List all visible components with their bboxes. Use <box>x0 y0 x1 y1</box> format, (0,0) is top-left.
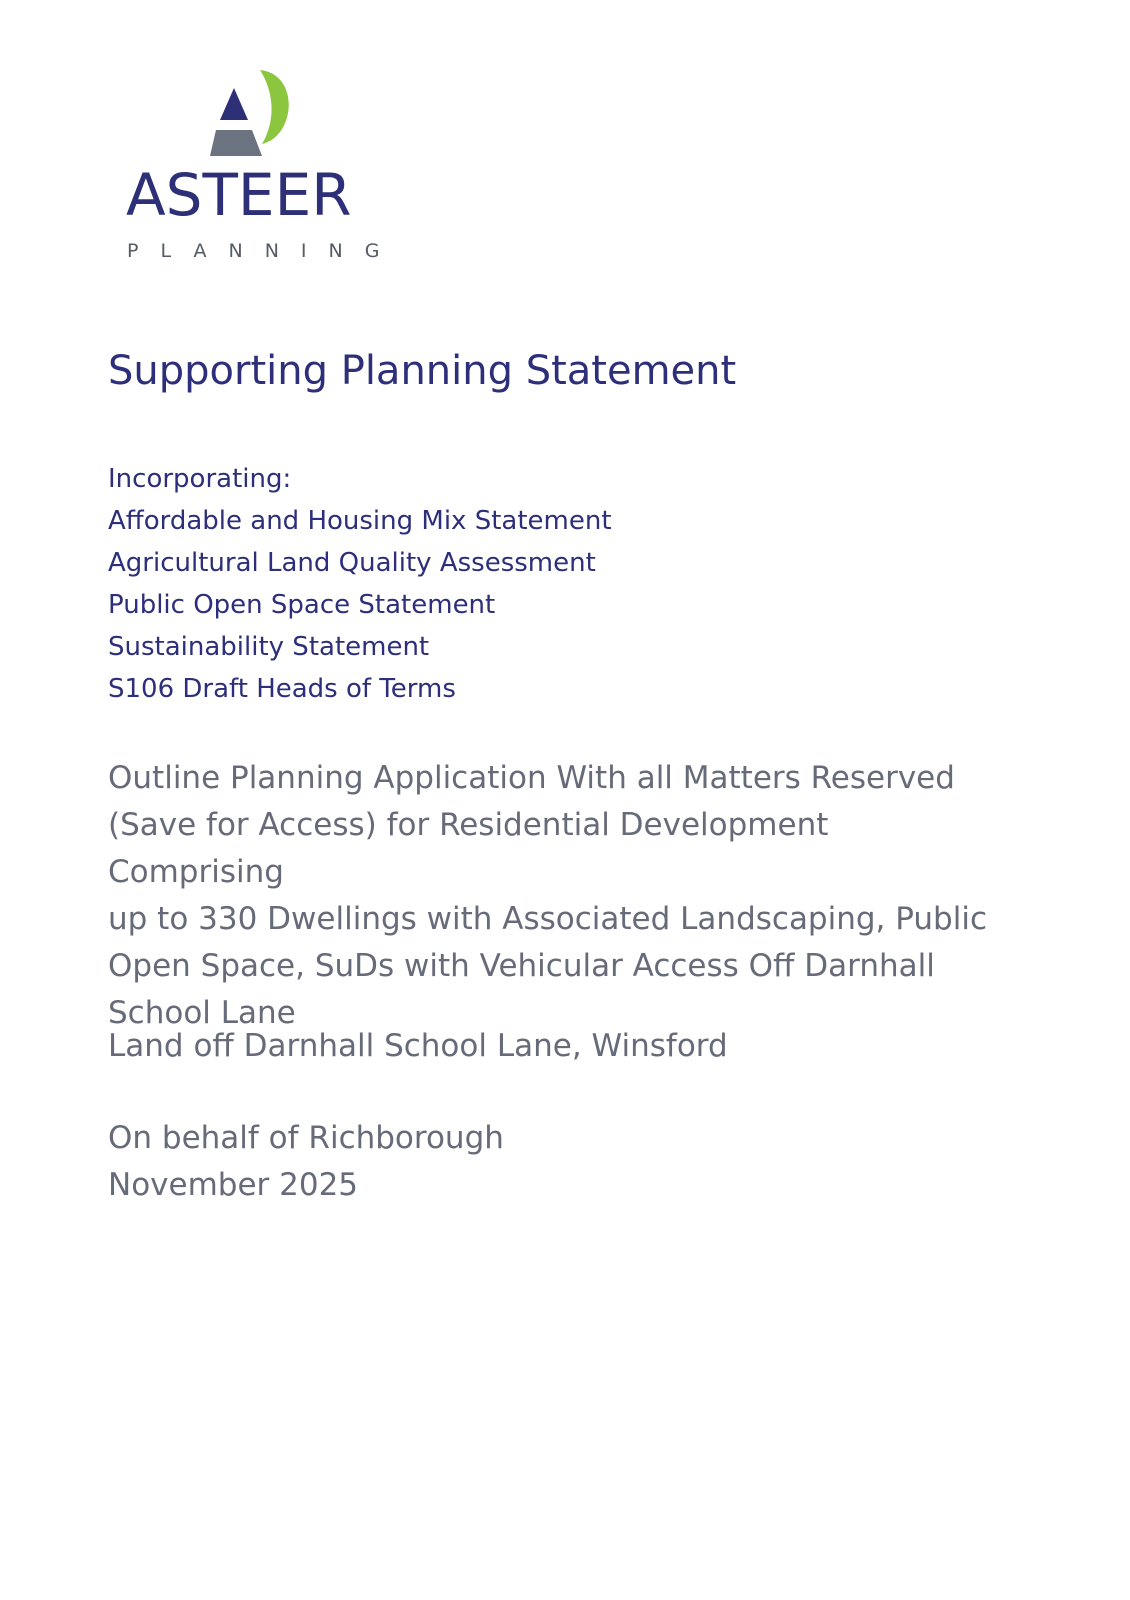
document-title: Supporting Planning Statement <box>108 348 737 394</box>
incorporating-item: Public Open Space Statement <box>108 590 496 620</box>
on-behalf-of: On behalf of Richborough <box>108 1120 504 1156</box>
incorporating-item: S106 Draft Heads of Terms <box>108 674 456 704</box>
document-date: November 2025 <box>108 1167 359 1203</box>
incorporating-item: Affordable and Housing Mix Statement <box>108 506 612 536</box>
incorporating-item: Sustainability Statement <box>108 632 430 662</box>
incorporating-label: Incorporating: <box>108 464 292 494</box>
description-line: up to 330 Dwellings with Associated Landscaping, Public <box>108 901 988 937</box>
logo-wordmark: ASTEER <box>126 161 352 229</box>
incorporating-item: Agricultural Land Quality Assessment <box>108 548 596 578</box>
logo-mark-icon <box>110 58 400 168</box>
description-line: School Lane <box>108 995 296 1031</box>
site-location: Land off Darnhall School Lane, Winsford <box>108 1028 728 1064</box>
description-line: (Save for Access) for Residential Development Comprising <box>108 807 829 890</box>
description-line: Open Space, SuDs with Vehicular Access Off Darnhall <box>108 948 935 984</box>
incorporating-list <box>108 458 612 710</box>
client-and-date <box>108 1115 504 1209</box>
company-logo <box>110 58 400 283</box>
logo-subtitle: PLANNING <box>127 240 402 262</box>
application-description <box>108 755 1008 1037</box>
description-line: Outline Planning Application With all Matters Reserved <box>108 760 955 796</box>
